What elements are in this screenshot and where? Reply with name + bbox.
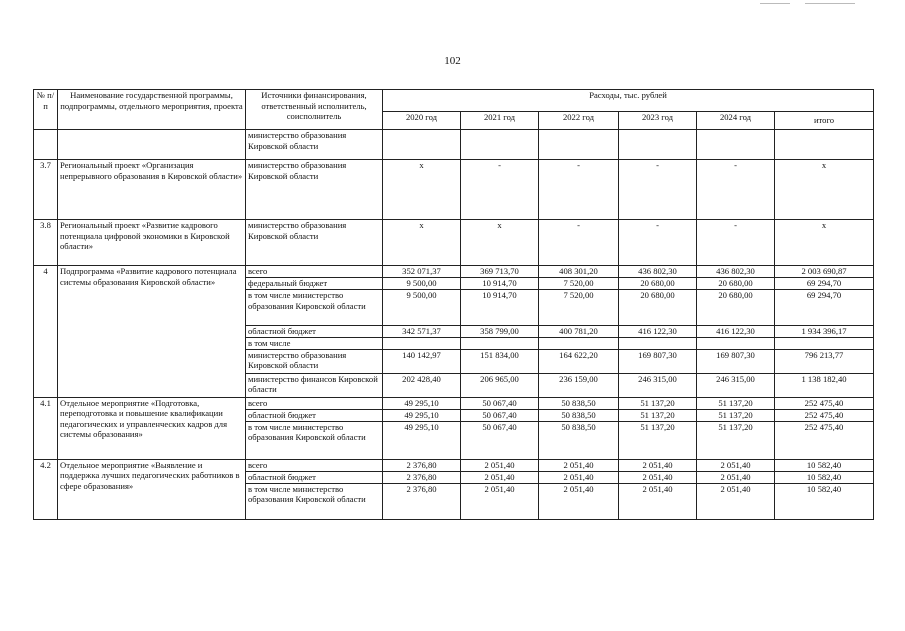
value-cell: 50 067,40 [461, 421, 539, 459]
source-cell: всего [246, 397, 383, 409]
value-cell: х [461, 220, 539, 266]
header-total: итого [775, 112, 874, 130]
value-cell: 51 137,20 [697, 409, 775, 421]
value-cell: - [619, 220, 697, 266]
value-cell: 20 680,00 [697, 278, 775, 290]
row-number: 4 [34, 266, 58, 398]
row-name: Отдельное мероприятие «Подготовка, переподготовка и повышение квалификации педагогических и управленческих кадров для системы образования» [58, 397, 246, 459]
source-cell: областной бюджет [246, 409, 383, 421]
value-cell: 169 807,30 [619, 349, 697, 373]
value-cell: 49 295,10 [383, 409, 461, 421]
value-cell: 2 376,80 [383, 471, 461, 483]
header-year: 2024 год [697, 112, 775, 130]
value-cell: 408 301,20 [539, 266, 619, 278]
header-name: Наименование государственной программы, подпрограммы, отдельного мероприятия, проекта [58, 90, 246, 130]
value-cell: 2 051,40 [461, 483, 539, 519]
value-cell: 69 294,70 [775, 290, 874, 326]
value-cell: 50 838,50 [539, 421, 619, 459]
source-cell: министерство образования Кировской области [246, 349, 383, 373]
value-cell: 20 680,00 [697, 290, 775, 326]
row-name: Подпрограмма «Развитие кадрового потенциала системы образования Кировской области» [58, 266, 246, 398]
value-cell: - [619, 160, 697, 220]
value-cell: 9 500,00 [383, 290, 461, 326]
row-name: Региональный проект «Организация непрерывного образования в Кировской области» [58, 160, 246, 220]
value-cell: - [461, 160, 539, 220]
value-cell: 51 137,20 [697, 397, 775, 409]
value-cell: 20 680,00 [619, 290, 697, 326]
source-cell: областной бюджет [246, 326, 383, 338]
page-number: 102 [444, 55, 461, 67]
value-cell: 2 051,40 [697, 459, 775, 471]
value-cell: 252 475,40 [775, 421, 874, 459]
source-cell: министерство образования Кировской области [246, 160, 383, 220]
row-number: 4.2 [34, 459, 58, 519]
scan-mark [760, 3, 790, 4]
value-cell: 50 838,50 [539, 397, 619, 409]
value-cell: х [383, 160, 461, 220]
value-cell: 416 122,30 [619, 326, 697, 338]
value-cell: 246 315,00 [697, 373, 775, 397]
table-row [34, 130, 874, 160]
value-cell: 796 213,77 [775, 349, 874, 373]
value-cell: 49 295,10 [383, 397, 461, 409]
value-cell: 246 315,00 [619, 373, 697, 397]
table-row [34, 459, 874, 471]
table-row [34, 220, 874, 266]
value-cell: 2 376,80 [383, 459, 461, 471]
source-cell: в том числе министерство образования Кировской области [246, 483, 383, 519]
value-cell: 50 838,50 [539, 409, 619, 421]
value-cell: 2 051,40 [461, 459, 539, 471]
value-cell: 369 713,70 [461, 266, 539, 278]
value-cell: 352 071,37 [383, 266, 461, 278]
scan-mark [805, 3, 855, 4]
value-cell: 2 051,40 [619, 459, 697, 471]
row-number: 4.1 [34, 397, 58, 459]
value-cell: 2 051,40 [619, 483, 697, 519]
header-year: 2020 год [383, 112, 461, 130]
row-number: 3.7 [34, 160, 58, 220]
value-cell: 50 067,40 [461, 409, 539, 421]
table-row [34, 397, 874, 409]
source-cell: федеральный бюджет [246, 278, 383, 290]
value-cell: 2 051,40 [461, 471, 539, 483]
source-cell: в том числе министерство образования Кировской области [246, 421, 383, 459]
value-cell: 9 500,00 [383, 278, 461, 290]
value-cell: 51 137,20 [619, 397, 697, 409]
source-cell: министерство образования Кировской области [246, 130, 383, 160]
value-cell: 2 051,40 [619, 471, 697, 483]
header-year: 2023 год [619, 112, 697, 130]
expenses-table [33, 89, 874, 520]
value-cell: 206 965,00 [461, 373, 539, 397]
value-cell: х [775, 220, 874, 266]
value-cell: 400 781,20 [539, 326, 619, 338]
value-cell: 10 582,40 [775, 459, 874, 471]
row-name: Отдельное мероприятие «Выявление и поддержка лучших педагогических работников в сфере образования» [58, 459, 246, 519]
value-cell: 2 051,40 [539, 471, 619, 483]
value-cell: 2 051,40 [539, 459, 619, 471]
value-cell: 1 934 396,17 [775, 326, 874, 338]
value-cell: 2 003 690,87 [775, 266, 874, 278]
value-cell: 50 067,40 [461, 397, 539, 409]
value-cell: 51 137,20 [619, 421, 697, 459]
source-cell: областной бюджет [246, 471, 383, 483]
value-cell: х [775, 160, 874, 220]
value-cell: 151 834,00 [461, 349, 539, 373]
header-no: № п/п [34, 90, 58, 130]
value-cell: 10 582,40 [775, 471, 874, 483]
value-cell: 10 914,70 [461, 290, 539, 326]
value-cell: 436 802,30 [619, 266, 697, 278]
value-cell: 2 051,40 [697, 471, 775, 483]
value-cell: 416 122,30 [697, 326, 775, 338]
value-cell: - [539, 220, 619, 266]
row-number: 3.8 [34, 220, 58, 266]
value-cell: 51 137,20 [697, 421, 775, 459]
value-cell: 342 571,37 [383, 326, 461, 338]
value-cell: 69 294,70 [775, 278, 874, 290]
value-cell: 1 138 182,40 [775, 373, 874, 397]
table-row [34, 160, 874, 220]
header-year: 2022 год [539, 112, 619, 130]
source-cell: всего [246, 459, 383, 471]
header-source: Источники финансирования, ответственный исполнитель, соисполнитель [246, 90, 383, 130]
value-cell: 169 807,30 [697, 349, 775, 373]
value-cell: 252 475,40 [775, 397, 874, 409]
value-cell: 164 622,20 [539, 349, 619, 373]
header-expenses: Расходы, тыс. рублей [383, 90, 874, 112]
value-cell: 7 520,00 [539, 290, 619, 326]
value-cell: 10 582,40 [775, 483, 874, 519]
value-cell: 140 142,97 [383, 349, 461, 373]
value-cell: 51 137,20 [619, 409, 697, 421]
value-cell: 7 520,00 [539, 278, 619, 290]
value-cell: - [539, 160, 619, 220]
table-row [34, 266, 874, 278]
source-cell: министерство финансов Кировской области [246, 373, 383, 397]
value-cell: 252 475,40 [775, 409, 874, 421]
source-cell: всего [246, 266, 383, 278]
value-cell: 2 051,40 [539, 483, 619, 519]
value-cell: 202 428,40 [383, 373, 461, 397]
value-cell: 236 159,00 [539, 373, 619, 397]
value-cell: 358 799,00 [461, 326, 539, 338]
source-cell: министерство образования Кировской области [246, 220, 383, 266]
value-cell: 10 914,70 [461, 278, 539, 290]
value-cell: - [697, 220, 775, 266]
value-cell: 20 680,00 [619, 278, 697, 290]
value-cell: х [383, 220, 461, 266]
value-cell: 2 376,80 [383, 483, 461, 519]
source-cell: в том числе министерство образования Кировской области [246, 290, 383, 326]
header-year: 2021 год [461, 112, 539, 130]
row-name: Региональный проект «Развитие кадрового потенциала цифровой экономики в Кировской области» [58, 220, 246, 266]
value-cell: - [697, 160, 775, 220]
value-cell: 2 051,40 [697, 483, 775, 519]
value-cell: 49 295,10 [383, 421, 461, 459]
source-cell: в том числе [246, 338, 383, 350]
value-cell: 436 802,30 [697, 266, 775, 278]
